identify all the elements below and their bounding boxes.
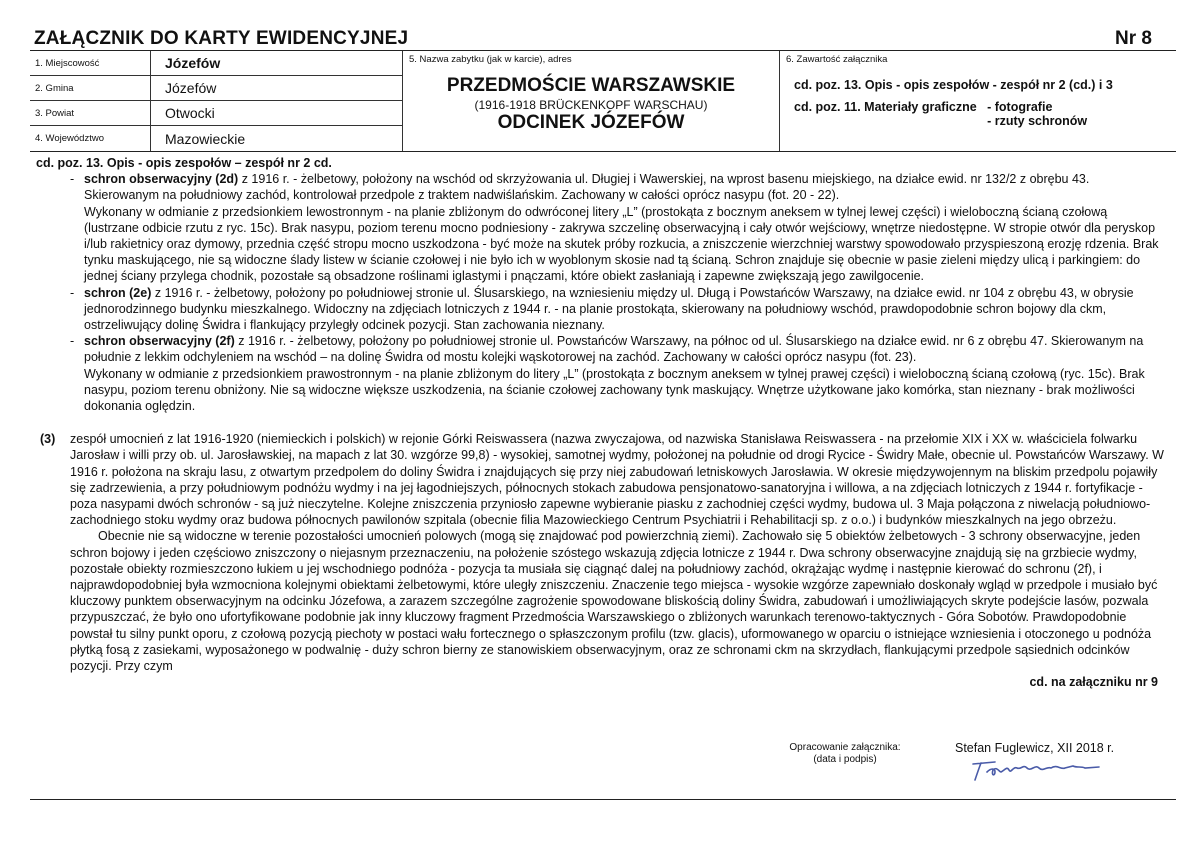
item-title: schron (2e) [84, 285, 152, 300]
list-item [30, 333, 1176, 414]
attachment-number: Nr 8 [1115, 28, 1152, 49]
location-row [30, 126, 402, 151]
location-label: 3. Powiat [30, 101, 151, 125]
body-text [30, 152, 1176, 691]
title-row [30, 26, 1176, 51]
monument-column [403, 51, 780, 151]
contents-photos: - fotografie [987, 100, 1053, 114]
location-label: 4. Województwo [30, 126, 151, 151]
bottom-rule [30, 799, 1176, 800]
location-value: Józefów [165, 80, 217, 96]
list-item [30, 171, 1176, 284]
section-3-paragraph-1: zespół umocnień z lat 1916-1920 (niemieckich i polskich) w rejonie Górki Reiswassera (nazwa zwyczajowa, od nazwiska Stanisława Reiswassera - na przełomie XIX i XX w. właściciela folwarku Jarosław i willi przy ob. ul. Jarosławskiej, na mapach z lat 30. wzgórze 99,8) - wysokiej, samotnej wydmy, położonej na południe od drogi Rycice - Świdry Małe, obecnie ul. Powstańców Warszawy. W 1916 r. położona na skraju lasu, z otwartym przedpolem do doliny Świdra i znajdujących się przy niej zabudowań letniskowych Jarosławia. W okresie międzywojennym na bliskim przedpolu pojawiły się zadrzewienia, a przy południowym podnóżu wydmy i na jej łagodniejszych, północnych stokach zabudowa pensjonatowo-sanatoryjna i willowa, a na zdjęciach lotniczych z 1944 r. fortyfikacje - poza nasypami dwóch schronów - są już nieczytelne. Kolejne zniszczenia przyniosło zapewne wybieranie piasku z zachodniej części wydmy, budowa ul. 3 Maja połączona z niwelacją południowo-zachodniego stoku wydmy oraz budowa północnych pawilonów szpitala (obecnie filia Mazowieckiego Centrum Psychiatrii i Rehabilitacji sp. z o.o.) i budynków mieszkalnych na jego obrzeżu. [70, 432, 1164, 528]
contents-column [780, 51, 1176, 151]
item-title: schron obserwacyjny (2d) [84, 172, 239, 187]
prepared-label: Opracowanie załącznika: [789, 742, 901, 753]
attachment-page [30, 26, 1176, 691]
item-text [84, 285, 1162, 334]
item-paragraph: Wykonany w odmianie z przedsionkiem lewostronnym - na planie zbliżonym do odwróconej litery „L” (prostokąta z bocznym aneksem w tylnej lewej części) i wieloboczną ścianą czołową (lustrzane odbicie rzutu z ryc. 15c). Brak nasypu, poziom terenu mocno podniesiony - zakrywa szczelinę obserwacyjną i cały otwór wejściowy, wnętrze niedostępne. W stropie otwór dla peryskop i/lub rakietnicy oraz dymowy, przednia część stropu mocno uszkodzona - być może na skutek próby rozkucia, a zniszczenie wierzchniej warstwy spowodowało przyspieszoną erozję rdzenia. Brak tynku maskującego, nie są widoczne ślady listew w ścianie czołowej i nie było ich w wyoblonym skosie nad tą ścianą. Schron znajduje się obecnie w pasie zieleni między ulicą i parkingiem: do jednej ściany przylega chodnik, pozostałe są obsadzone roślinami iglastymi i pnączami, które obiekt zasłaniają i zapewne zwiększają jego zawilgocenie. [84, 204, 1159, 284]
section-3-number: (3) [40, 432, 56, 447]
list-item [30, 285, 1176, 334]
item-description: z 1916 r. - żelbetowy, położony po południowej stronie ul. Ślusarskiego, na wzniesieniu między ul. Długą i Powstańców Warszawy, na działce ewid. nr 104 z obrębu 43, w obrysie jednorodzinnego budynku mieszkalnego. Widoczny na zdjęciach lotniczych z 1944 r. - na planie prostokąta, skierowany na południowy wschód, prawdopodobnie schron bojowy dla ckm, ostrzeliwujący dolinę Świdra i flankujący przyległy odcinek pozycji. Stan zachowania nieznany. [84, 285, 1134, 333]
monument-subtitle: (1916-1918 BRÜCKENKOPF WARSCHAU) [474, 98, 708, 112]
document-title: ZAŁĄCZNIK DO KARTY EWIDENCYJNEJ [34, 28, 409, 49]
location-value: Mazowieckie [165, 130, 246, 147]
section-3-paragraph-2: Obecnie nie są widoczne w terenie pozostałości umocnień polowych (mogą się znajdować pod powierzchnią ziemi). Zachowało się 5 obiektów żelbetowych - 3 schrony obserwacyjne, jeden schron bojowy i jeden częściowo zniszczony o niejasnym przeznaczeniu, na położenie szóstego wskazują zdjęcia lotnicze z 1944 r. Dwa schrony obserwacyjne znajdują się na grzbiecie wydmy, pozostałe obiekty rozmieszczono łukiem u jej wschodniego podnóża - pozycja ta musiała się ciągnąć dalej na południowy zachód, okrążając wydmę i następnie kierować do schronu (2f), i najprawdopodobniej była wzmocniona kolejnymi obiektami żelbetowymi, które uległy zniszczeniu. Znaczenie tego miejsca - wysokie wzgórze zapewniało doskonały wgląd w przedpole i musiało być kluczowy punktem obserwacyjnym na odcinku Józefowa, a zarazem szczególne zagrożenie spowodowane bliskością doliny Świdra, zabudowań i umożliwiających skryte podejście lasów, pozwala przypuszczać, że było ono ufortyfikowane podobnie jak inny kluczowy fragment Przedmościa Warszawskiego o zbliżonych warunkach terenowo-taktycznych - Góra Sobotów. Prawdopodobnie powstał tu silny punkt oporu, z czołową pozycją piechoty w postaci wału fortecznego o spłaszczonym profilu (tzw. glacis), uformowanego w oparciu o istniejące wzniesienia i otoczonego u podnóża płytką fosą z zasiekami, wyposażonego w podwalnię - duży schron bierny ze stanowiskiem obserwacyjnym, oraz ze schronami ckm na skrzydłach, flankującymi przedpole sąsiednich odcinków pozycji. Przy czym [70, 529, 1158, 674]
contents-line-2-key: cd. poz. 11. Materiały graficzne [794, 100, 988, 114]
monument-label: 5. Nazwa zabytku (jak w karcie), adres [409, 54, 572, 65]
list-dash: - [70, 334, 75, 349]
item-description: z 1916 r. - żelbetowy, położony na wschód od skrzyżowania ul. Długiej i Wawerskiej, na wprost basenu miejskiego, na działce ewid. nr 132/2 z obrębu 43. Skierowanym na południowy zachód, kontrolował przedpole z traktem nadwiślańskim. Zachowany w całości oprócz nasypu (fot. 20 - 22). [84, 172, 1090, 203]
location-row [30, 51, 402, 76]
prepared-by [775, 742, 915, 766]
header-table [30, 51, 1176, 152]
contents-line-2 [780, 100, 1176, 128]
list-dash: - [70, 172, 75, 187]
prepared-sublabel: (data i podpis) [813, 754, 877, 765]
location-row [30, 101, 402, 126]
contents-line-1: cd. poz. 13. Opis - opis zespołów - zespół nr 2 (cd.) i 3 [794, 78, 1113, 92]
location-label: 2. Gmina [30, 76, 151, 100]
item-text [84, 171, 1162, 284]
list-dash: - [70, 285, 75, 300]
item-description: z 1916 r. - żelbetowy, położony po południowej stronie ul. Powstańców Warszawy, na północ od ul. Ślusarskiego na działce ewid. nr 6 z obrębu 47. Skierowanym na południe z lekkim odchyleniem na wschód – na dolinę Świdra od mostu kolejki wąskotorowej na zachód. Zachowany w całości oprócz nasypu (fot. 23). [84, 334, 1144, 365]
contents-plans: - rzuty schronów [987, 114, 1088, 128]
section-heading: cd. poz. 13. Opis - opis zespołów – zespół nr 2 cd. [36, 156, 332, 170]
item-text [84, 333, 1162, 414]
monument-section: ODCINEK JÓZEFÓW [497, 112, 685, 133]
author-date: Stefan Fuglewicz, XII 2018 r. [955, 741, 1115, 755]
location-label: 1. Miejscowość [30, 51, 151, 75]
location-value: Otwocki [165, 105, 215, 121]
signature [965, 758, 1115, 784]
section-3-text [70, 431, 1164, 690]
contents-label: 6. Zawartość załącznika [786, 54, 888, 65]
section-3 [30, 431, 1176, 690]
location-column [30, 51, 403, 151]
location-value: Józefów [165, 55, 221, 71]
continued-note: cd. na załączniku nr 9 [1029, 675, 1158, 690]
monument-name: PRZEDMOŚCIE WARSZAWSKIE [446, 75, 736, 96]
item-title: schron obserwacyjny (2f) [84, 334, 235, 349]
item-paragraph: Wykonany w odmianie z przedsionkiem prawostronnym - na planie zbliżonym do litery „L” (prostokąta z bocznym aneksem w tylnej prawej części) i wieloboczną ścianą czołową (ryc. 15c). Brak nasypu, poziom terenu obniżony. Nie są widoczne większe uszkodzenia, na ścianie czołowej zachowany tynk maskujący. Wnętrze użytkowane jako komórka, stan nieznany - brak możliwości dokonania oględzin. [84, 366, 1145, 414]
contents-line-2-values [987, 100, 1087, 128]
location-row [30, 76, 402, 101]
